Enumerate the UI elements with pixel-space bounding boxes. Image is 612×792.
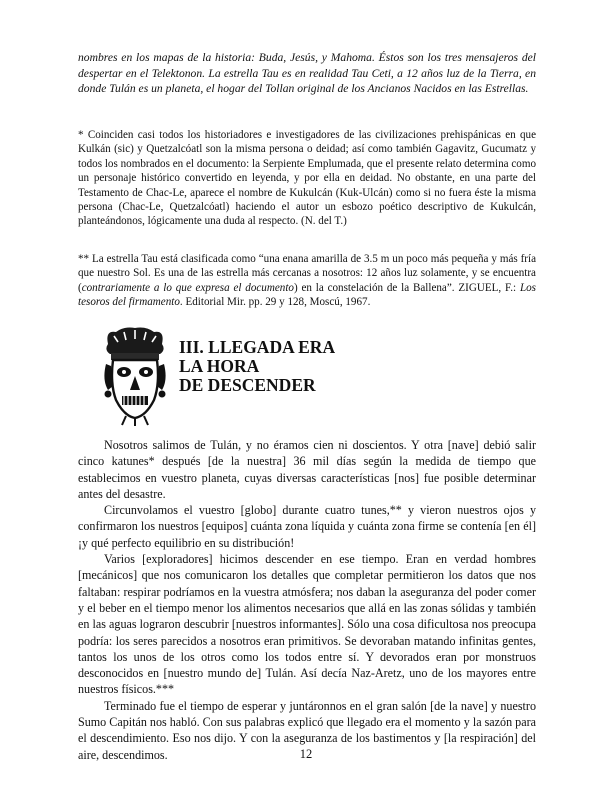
body-paragraph: Circunvolamos el vuestro [globo] durante cuatro tunes,** y vieron nuestros ojos y confirmaron los nuestros [equipos] cuánta zona líquida y cuánta zona firme se contenía [en él] ¡y qué perfecto equilibrio en su distribución!: [78, 503, 536, 550]
page-number: 12: [299, 747, 313, 761]
mask-glyph-icon: [102, 324, 168, 426]
footnote-kulkan: * Coinciden casi todos los historiadores e investigadores de las civilizaciones prehispánicas en que Kulkán (sic) y Quetzalcóatl son la misma persona o deidad; así como también Gagavitz, Gucumatz y todos los nombrados en el documento: la Serpiente Emplumada, que el presente relato determina como un personaje histórico convertido en leyenda, y por ella en deidad. No obstante, en una parte del Testamento de Chac-Le, aparece el nombre de Kukulcán (Kuk-Ulcán) como si no fuera éste la misma persona (Chac-Le, Quetzalcóatl) haciendo el autor un esbozo poético descriptivo de Kukulcán, planteándonos, lógicamente una duda al respecto. (N. del T.): [78, 129, 536, 228]
footnote-text: . Editorial Mir. pp. 29 y 128, Moscú, 1967.: [179, 296, 371, 309]
chapter-heading: [179, 338, 335, 394]
chapter-heading-line: LA HORA: [179, 355, 260, 376]
body-paragraph: Terminado fue el tiempo de esperar y juntáronnos en el gran salón [de la nave] y nuestro Sumo Capitán nos habló. Con sus palabras explicó que llegado era el momento y la sazón para el descendimiento. Eso nos dijo. Y con la aseguranza de los bastimentos y [la respiración] del aire, descendimos.: [78, 698, 536, 762]
footnote-text: ) en la constelación de la Ballena”. ZIGUEL, F.:: [293, 281, 520, 294]
intro-paragraph: nombres en los mapas de la historia: Buda, Jesús, y Mahoma. Éstos son los tres mensajeros del despertar en el Telektonon. La estrella Tau es en realidad Tau Ceti, a 12 años luz de la Tierra, en donde Tulán es un planeta, el hogar del Tollan original de los Ancianos Nacidos en las Estrellas.: [78, 51, 536, 96]
footnote-text: ** La estrella Tau está clasificada como “una enana amarilla de 3.5 m un poco más pequeña y más fría que nuestro Sol. Es una de las estrella más cercanas a nosotros: 12 años luz solamente, y se encuentra (: [78, 253, 536, 294]
chapter-heading-line: DE DESCENDER: [179, 374, 316, 395]
chapter-body: [78, 437, 536, 763]
body-paragraph: Nosotros salimos de Tulán, y no éramos cien ni doscientos. Y otra [nave] debió salir cinco katunes* después [de la nuestra] 36 mil días según la medida de tiempo que establecimos en vuestro planeta, cuyas diversas características [nos] fue posible determinar antes del desastre.: [78, 438, 536, 501]
chapter-heading-line: III. LLEGADA ERA: [179, 337, 336, 357]
book-title: Los tesoros del firmamento: [78, 281, 536, 309]
footnote-tau-star: [78, 252, 536, 310]
footnote-italic: contrariamente a lo que expresa el documento: [81, 281, 294, 294]
body-paragraph: Varios [exploradores] hicimos descender en ese tiempo. Eran en verdad hombres [mecánicos] que nos comunicaron los detalles que completar permitieron los datos que nos faltaban: respirar podríamos en la vuestra atmósfera; nos daban la aseguranza del poder comer y el beber en el tiempo menor los alimentos necesarios que allá en las zonas sólidas y también en las aguas lograron descubrir [nuestros informantes]. Sólo una cosa dificultosa nos preocupa podría: los seres parecidos a nosotros eran primitivos. Se devoraban matando infinitas gentes, tantos los unos de los otros como los todos entre sí. Y devorados eran por monstruos desconocidos en [nuestro mundo de] Tulán. Así decía Naz-Aretz, uno de los mayores entre nuestros físicos.***: [78, 552, 536, 697]
